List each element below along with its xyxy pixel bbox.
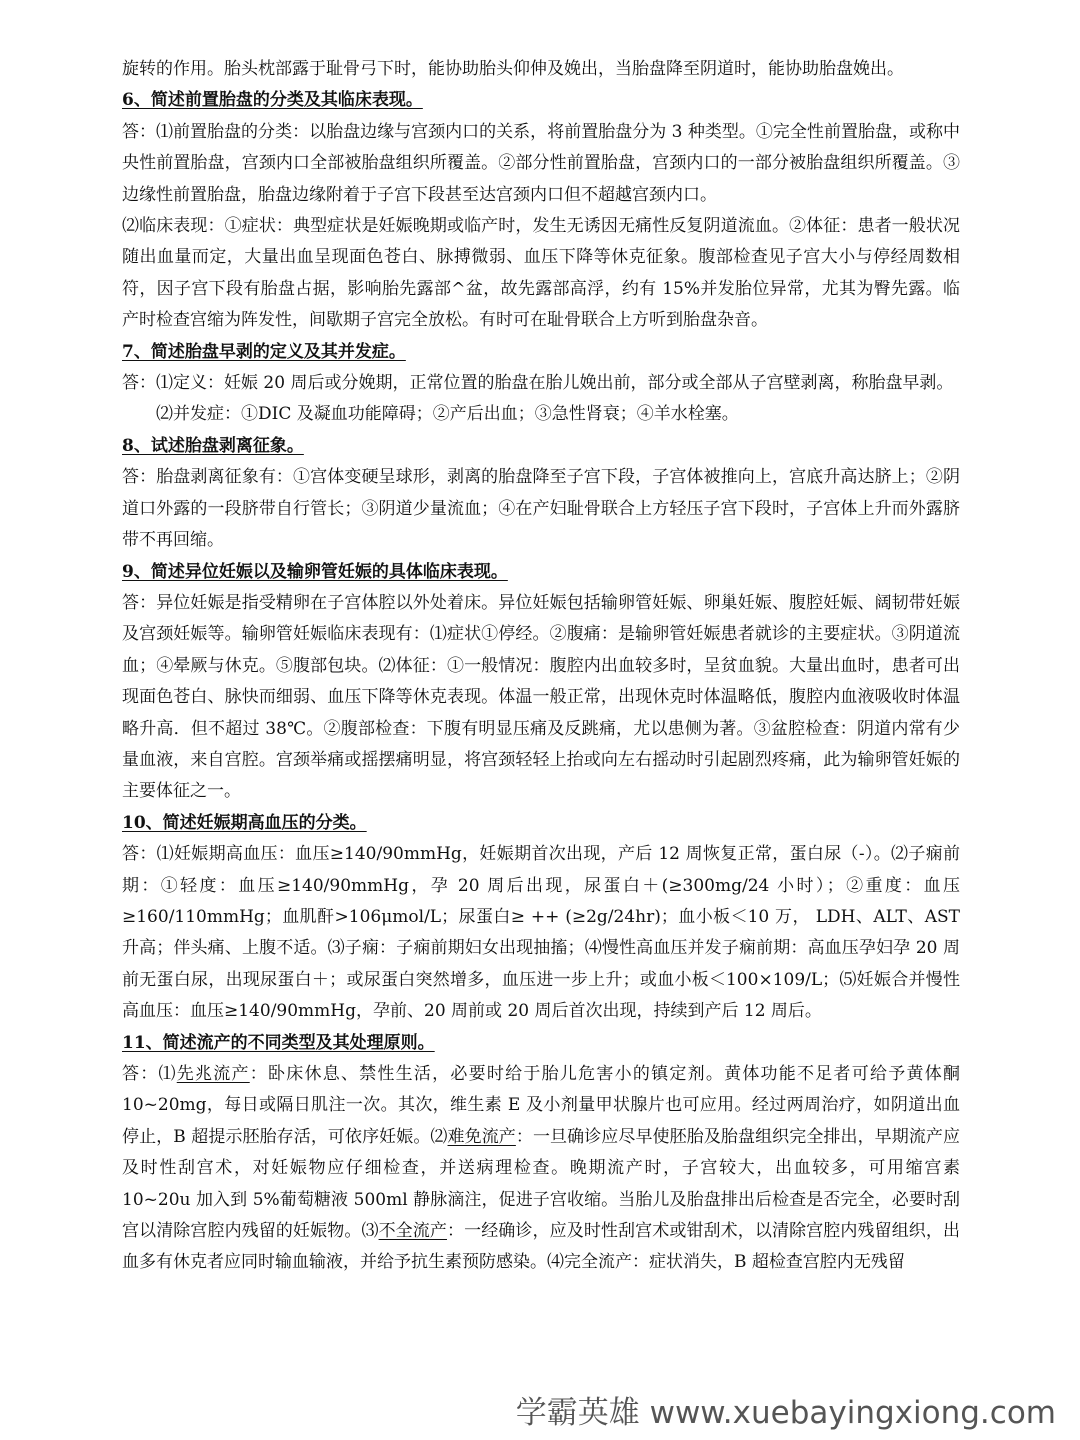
answer-paragraph: ⑵临床表现：①症状：典型症状是妊娠晚期或临产时，发生无诱因无痛性反复阴道流血。②体征：患者一般状况随出血量而定，大量出血呈现面色苍白、脉搏微弱、血压下降等休克征象。腹部检查见子宫大小与停经周数相符，因子宫下段有胎盘占据，影响胎先露部^盆，故先露部高浮，约有 15%并发胎位异常，尤其为臀先露。临产时检查宫缩为阵发性，间歇期子宫完全放松。有时可在耻骨联合上方听到胎盘杂音。	[122, 216, 960, 331]
question-heading: 9、简述异位妊娠以及输卵管妊娠的具体临床表现。	[122, 561, 508, 582]
answer-paragraph: ⑵并发症：①DIC 及凝血功能障碍；②产后出血；③急性肾衰；④羊水栓塞。	[156, 404, 739, 425]
answer-paragraph	[122, 1059, 960, 1279]
paragraph: 旋转的作用。胎头枕部露于耻骨弓下时，能协助胎头仰伸及娩出，当胎盘降至阴道时，能协助胎盘娩出。	[122, 59, 904, 79]
answer-paragraph: 答：⑴妊娠期高血压：血压≥140/90mmHg，妊娠期首次出现，产后 12 周恢复正常，蛋白尿（-）。⑵子痫前期：①轻度：血压≥140/90mmHg，孕 20 周后出现，尿蛋白＋(≥300mg/24 小时）；②重度：血压≥160/110mmHg；血肌酐>106μmol/L；尿蛋白≥ ++ (≥2g/24hr)；血小板＜10 万， LDH、ALT、AST 升高；伴头痛、上腹不适。⑶子痫：子痫前期妇女出现抽搐；⑷慢性高血压并发子痫前期：高血压孕妇孕 20 周前无蛋白尿，出现尿蛋白＋；或尿蛋白突然增多，血压进一步上升；或血小板＜100×109/L；⑸妊娠合并慢性高血压：血压≥140/90mmHg，孕前、20 周前或 20 周后首次出现，持续到产后 12 周后。	[122, 844, 960, 1022]
question-heading: 11、简述流产的不同类型及其处理原则。	[122, 1032, 435, 1053]
question-heading: 6、简述前置胎盘的分类及其临床表现。	[122, 90, 423, 111]
question-heading: 7、简述胎盘早剥的定义及其并发症。	[122, 341, 406, 362]
abortion-type-label: 难免流产	[447, 1126, 516, 1147]
footer-watermark: 学霸英雄 www.xuebayingxiong.com	[515, 1395, 1056, 1431]
answer-paragraph: 答：异位妊娠是指受精卵在子宫体腔以外处着床。异位妊娠包括输卵管妊娠、卵巢妊娠、腹腔妊娠、阔韧带妊娠及宫颈妊娠等。输卵管妊娠临床表现有：⑴症状①停经。②腹痛：是输卵管妊娠患者就诊的主要症状。③阴道流血；④晕厥与休克。⑤腹部包块。⑵体征：①一般情况：腹腔内出血较多时，呈贫血貌。大量出血时，患者可出现面色苍白、脉快而细弱、血压下降等休克表现。体温一般正常，出现休克时体温略低，腹腔内血液吸收时体温略升高．但不超过 38℃。②腹部检查：下腹有明显压痛及反跳痛，尤以患侧为著。③盆腔检查：阴道内常有少量血液，来自宫腔。宫颈举痛或摇摆痛明显，将宫颈轻轻上抬或向左右摇动时引起剧烈疼痛，此为输卵管妊娠的主要体征之一。	[122, 592, 960, 802]
abortion-type-label: 不全流产	[378, 1221, 447, 1242]
text-run: ：一旦确诊应尽早使胚胎及胎盘组织完全排出，早期流产应及时性刮宫术，对妊娠物应仔细检查，并送病理检查。晚期流产时，子宫较大，出血较多，可用缩宫素 10~20u 加入到 5%葡萄糖液 500ml 静脉滴注，促进子宫收缩。当胎儿及胎盘排出后检查是否完全，必要时刮宫以清除宫腔内残留的妊娠物。⑶	[122, 1126, 961, 1242]
question-heading: 8、试述胎盘剥离征象。	[122, 435, 304, 456]
answer-paragraph: 答：胎盘剥离征象有：①宫体变硬呈球形，剥离的胎盘降至子宫下段，子宫体被推向上，宫底升高达脐上；②阴道口外露的一段脐带自行管长；③阴道少量流血；④在产妇耻骨联合上方轻压子宫下段时，子宫体上升而外露脐带不再回缩。	[122, 467, 960, 551]
text-run: 答：⑴	[122, 1064, 177, 1084]
document-page	[122, 54, 960, 1279]
abortion-type-label: 先兆流产	[176, 1064, 250, 1084]
text-run: ：一经确诊，应及时性刮宫术或钳刮术，以清除宫腔内残留组织，出血多有休克者应同时输血输液，并给予抗生素预防感染。⑷完全流产：症状消失，B 超检查宫腔内无残留	[122, 1221, 961, 1273]
answer-paragraph: 答：⑴前置胎盘的分类：以胎盘边缘与宫颈内口的关系，将前置胎盘分为 3 种类型。①完全性前置胎盘，或称中央性前置胎盘，宫颈内口全部被胎盘组织所覆盖。②部分性前置胎盘，宫颈内口的一部分被胎盘组织所覆盖。③边缘性前置胎盘，胎盘边缘附着于子宫下段甚至达宫颈内口但不超越宫颈内口。	[122, 121, 960, 205]
answer-paragraph: 答：⑴定义：妊娠 20 周后或分娩期，正常位置的胎盘在胎儿娩出前，部分或全部从子宫壁剥离，称胎盘早剥。	[122, 373, 954, 394]
text-run: ：卧床休息、禁性生活，必要时给于胎儿危害小的镇定剂。黄体功能不足者可给予黄体酮 10~20mg，每日或隔日肌注一次。其次，维生素 E 及小剂量甲状腺片也可应用。经过两周治疗，如阴道出血停止，B 超提示胚胎存活，可依序妊娠。⑵	[122, 1064, 961, 1147]
question-heading: 10、简述妊娠期高血压的分类。	[122, 812, 367, 833]
